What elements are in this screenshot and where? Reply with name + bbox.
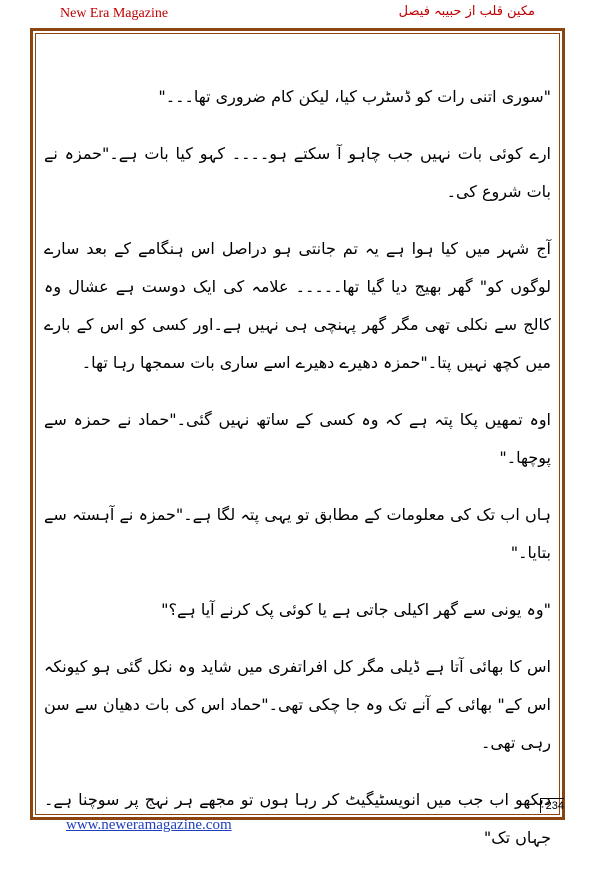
paragraph: ہاں اب تک کی معلومات کے مطابق تو یہی پتہ لگا ہے۔"حمزہ نے آہستہ سے بتایا۔" <box>44 505 551 562</box>
website-link[interactable]: www.neweramagazine.com <box>66 817 232 833</box>
novel-title: مکین قلب از حبیبہ فیصل <box>398 4 535 19</box>
paragraph: "وہ یونی سے گھر اکیلی جاتی ہے یا کوئی پک کرنے آیا ہے؟" <box>161 600 551 619</box>
paragraph: "سوری اتنی رات کو ڈسٹرب کیا، لیکن کام ضروری تھا۔۔۔" <box>158 87 551 106</box>
paragraph: آج شہر میں کیا ہوا ہے یہ تم جانتی ہو دراصل اس ہنگامے کے بعد سارے لوگوں کو" گھر بھیج دیا گیا تھا۔۔۔۔۔ علامہ کی ایک دوست ہے عشال وہ کالج سے نکلی تھی مگر گھر پہنچی ہی نہیں ہے۔اور کسی کو اس کے بارے میں کچھ نہیں پتا۔"حمزہ دھیرے دھیرے اسے ساری بات سمجھا رہا تھا۔ <box>44 239 551 372</box>
paragraph: دیکھو اب جب میں انویسٹیگیٹ کر رہا ہوں تو مجھے ہر نہج پر سوچنا ہے۔جہاں تک" <box>44 790 551 847</box>
magazine-name: New Era Magazine <box>60 6 169 21</box>
paragraph: اس کا بھائی آتا ہے ڈیلی مگر کل افراتفری میں شاید وہ نکل گئی ہو کیونکہ اس کے" بھائی کے آنے تک وہ جا چکی تھی۔"حماد اس کی بات دھیان سے سن رہی تھی۔ <box>44 657 551 752</box>
story-text <box>44 78 551 876</box>
paragraph: ارے کوئی بات نہیں جب چاہو آ سکتے ہو۔۔۔۔ کہو کیا بات ہے۔"حمزہ نے بات شروع کی۔ <box>44 144 551 201</box>
paragraph: اوہ تمھیں پکا پتہ ہے کہ وہ کسی کے ساتھ نہیں گئی۔"حماد نے حمزہ سے پوچھا۔" <box>44 410 551 467</box>
page-number: 234 <box>540 798 564 813</box>
